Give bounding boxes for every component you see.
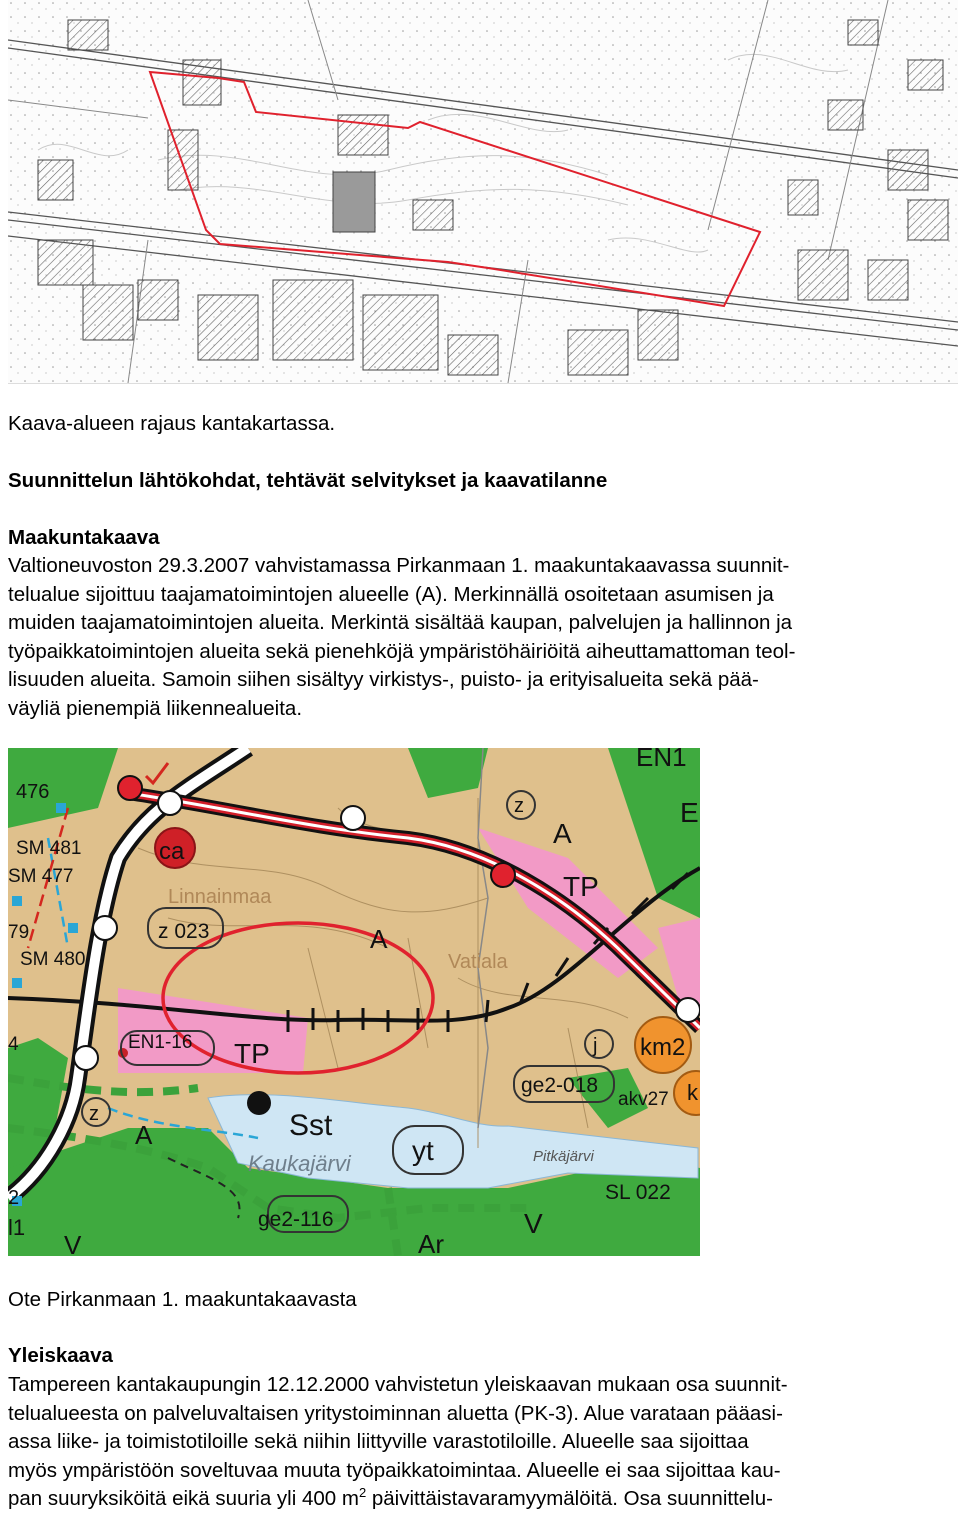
map-label-yt: yt — [412, 1135, 434, 1166]
yleiskaava-line-5 — [8, 1485, 948, 1514]
regional-plan-map — [8, 748, 700, 1256]
map-label-v-left: V — [64, 1230, 82, 1256]
maakuntakaava-line-4: työpaikkatoimintojen alueita sekä pienehköjä ympäristöhäiriöitä aiheuttamattoman teol- — [8, 639, 796, 663]
yleiskaava-line-4: myös ympäristöön soveltuvaa muuta työpaikkatoimintaa. Alueelle ei saa sijoittaa kau- — [8, 1458, 781, 1482]
maakuntakaava-line-1: Valtioneuvoston 29.3.2007 vahvistamassa Pirkanmaan 1. maakuntakaavassa suunnit- — [8, 554, 790, 577]
map-label-a-left: A — [135, 1120, 153, 1150]
maakuntakaava-paragraph — [8, 552, 948, 723]
maakuntakaava-line-3: muiden taajamatoimintojen alueita. Merkintä sisältää kaupan, palvelujen ja hallinnon ja — [8, 611, 793, 634]
map-label-km2: km2 — [640, 1034, 686, 1061]
map-label-sst: Sst — [289, 1109, 333, 1142]
map-label-4: 4 — [8, 1034, 19, 1055]
map-label-z-top: z — [514, 795, 524, 817]
yleiskaava-line-1: Tampereen kantakaupungin 12.12.2000 vahvistetun yleiskaavan mukaan osa suunnit- — [8, 1373, 788, 1396]
map1-caption: Kaava-alueen rajaus kantakartassa. — [8, 412, 336, 435]
yleiskaava-heading: Yleiskaava — [8, 1344, 113, 1367]
map-label-ge2-116: ge2-116 — [258, 1208, 334, 1231]
regional-plan-drawing — [8, 748, 700, 1256]
map-label-en1-top: EN1 — [636, 748, 687, 772]
map-label-a-center: A — [370, 924, 388, 954]
map-label-sm481: SM 481 — [16, 838, 82, 859]
map-label-l1: l1 — [8, 1215, 26, 1240]
yleiskaava-paragraph — [8, 1371, 948, 1514]
base-map-drawing — [8, 0, 958, 383]
map-label-ar: Ar — [418, 1229, 444, 1256]
maakuntakaava-line-5: lisuuden alueita. Samoin siihen sisältyy virkistys-, puisto- ja erityisalueita sekä pää- — [8, 668, 759, 691]
yleiskaava-line-3: assa liike- ja toimistotiloille sekä niihin liittyville varastotiloille. Alueelle saa sijoittaa — [8, 1430, 749, 1453]
map-label-79: 79 — [8, 922, 30, 943]
maakuntakaava-line-6: väyliä pienempiä liikennealueita. — [8, 696, 303, 720]
yleiskaava-line-2: telualueesta on palveluvaltaisen yritystoiminnan aluetta (PK-3). Alue varataan pääasi- — [8, 1401, 783, 1425]
map-label-tp-left: TP — [234, 1038, 270, 1069]
map-label-k-right: k — [687, 1080, 698, 1105]
map-label-v-right: V — [524, 1208, 543, 1239]
map-label-en1-16: EN1-16 — [128, 1032, 193, 1053]
map-label-vatiala: Vatiala — [448, 951, 508, 973]
section-heading: Suunnittelun lähtökohdat, tehtävät selvitykset ja kaavatilanne — [8, 469, 608, 492]
map2-caption: Ote Pirkanmaan 1. maakuntakaavasta — [8, 1288, 357, 1311]
map-label-z-bottom: z — [89, 1103, 99, 1125]
map-label-a-top: A — [553, 818, 572, 849]
map-label-pitkajarvi: Pitkäjärvi — [533, 1148, 594, 1165]
superscript-2: 2 — [358, 1485, 367, 1501]
map-label-akv27: akv27 — [618, 1089, 669, 1110]
map-label-sm477: SM 477 — [8, 866, 74, 887]
map-label-sm480: SM 480 — [20, 949, 86, 970]
map-label-tp-top: TP — [563, 871, 599, 902]
map-label-z023: z 023 — [158, 920, 210, 943]
maakuntakaava-line-2: telualue sijoittuu taajamatoimintojen alueelle (A). Merkinnällä osoitetaan asumisen ja — [8, 582, 774, 606]
map-label-sl022: SL 022 — [605, 1181, 671, 1204]
yleiskaava-line-5-start: pan suuryksiköitä eikä suuria yli 400 m — [8, 1487, 359, 1510]
map-label-kaukajarvi: Kaukajärvi — [248, 1151, 351, 1176]
yleiskaava-line-5-end: päivittäistavaramyymälöitä. Osa suunnittelu- — [366, 1487, 773, 1510]
map-label-linnainmaa: Linnainmaa — [168, 886, 272, 908]
maakuntakaava-heading: Maakuntakaava — [8, 526, 160, 549]
base-map — [8, 0, 958, 384]
map-label-ge2-018: ge2-018 — [521, 1074, 599, 1097]
map-label-476: 476 — [16, 781, 50, 803]
map-label-j: j — [593, 1035, 598, 1057]
map-label-2: 2 — [8, 1187, 20, 1209]
map-label-ca: ca — [159, 838, 185, 865]
map-label-e-right: E — [680, 797, 699, 828]
